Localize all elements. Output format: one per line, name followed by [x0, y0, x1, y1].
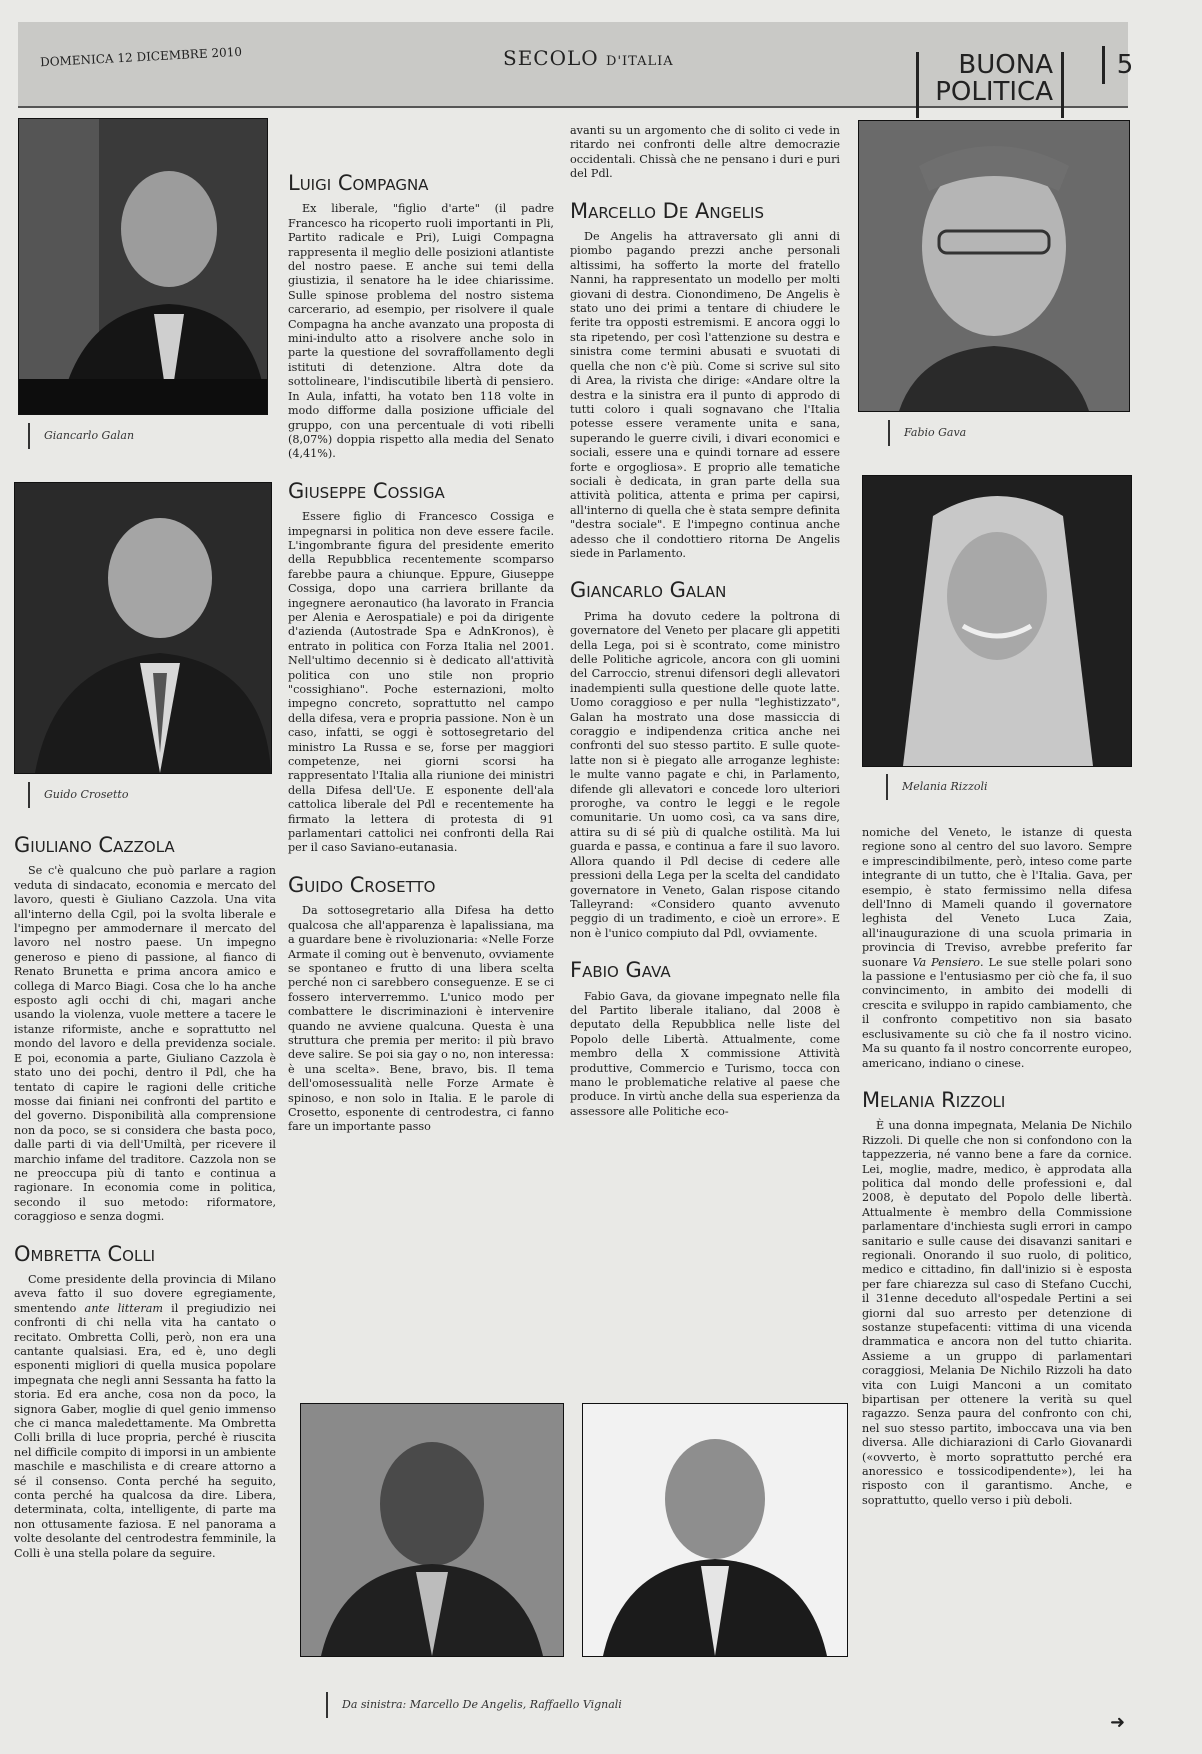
masthead [18, 22, 1134, 108]
article-compagna-body: Ex liberale, "figlio d'arte" (il padre Francesco ha ricoperto ruoli importanti in Pli, Partito radicale e Pri), Luigi Compagna rappresenta il meglio delle posizioni atlantiste del nostro paese. E anche sui temi della giustizia, il senatore ha le idee chiarissime. Sulle spinose problema del nostro sistema carcerario, ad esempio, per risolvere il quale Compagna ha anche avanzato una proposta di mini-indulto atto a risolvere anche solo in parte la questione del sovraffollamento degli istituti di detenzione. Altra dote da sottolineare, l'indiscutibile libertà di pensiero. In Aula, infatti, ha votato ben 118 volte in modo difforme dalla posizione ufficiale del gruppo, con una percentuale di voti ribelli (8,07%) doppia rispetto alla media del Senato (4,41%). [288, 202, 554, 461]
headline-cossiga: Giuseppe Cossiga [288, 478, 445, 503]
headline-rizzoli: Melania Rizzoli [862, 1087, 1006, 1112]
caption-gava: Fabio Gava [888, 420, 1124, 446]
article-crosetto-continued: avanti su un argomento che di solito ci vede in ritardo nei confronti delle altre democrazie occidentali. Chissà che ne pensano i duri e puri del Pdl. [570, 124, 840, 181]
headline-gava: Fabio Gava [570, 958, 671, 983]
headline-compagna: Luigi Compagna [288, 171, 429, 195]
column-3 [570, 124, 840, 1119]
article-rizzoli-body: È una donna impegnata, Melania De Nichilo Rizzoli. Di quelle che non si confondono con la tappezzeria, né vanno bene a fare da cornice. Lei, moglie, madre, medico, è approdata alla politica dal mondo delle professioni e, dal 2008, è deputato del Popolo delle libertà. Attualmente è membro della Commissione parlamentare d'inchiesta sugli errori in campo sanitario e sulle cause dei disavanzi sanitari e regionali. Onorando il suo ruolo, di politico, medico e cittadino, fin dall'inizio si è esposta per fare chiarezza sul caso di Stefano Cucchi, il 31enne deceduto all'ospedale Pertini a sei giorni dal suo arresto per detenzione di sostanze stupefacenti: vittima di una vicenda drammatica e ancora non del tutto chiarita. Assieme a un gruppo di parlamentari coraggiosi, Melania De Nichilo Rizzoli ha dato vita con Luigi Manconi a un comitato bipartisan per ottenere la verità su quel ragazzo. Senza paura del confronto con chi, nel suo stesso partito, imboccava una via ben diversa. Alle dichiarazioni di Carlo Giovanardi («ovverto, è morto soprattutto perché era anoressico e tossicodipendente»), lei ha risposto con il garantismo. Anche, e soprattutto, quello verso i più deboli. [862, 1119, 1132, 1507]
article-de-angelis-body: De Angelis ha attraversato gli anni di piombo pagando prezzi anche personali altissimi, ha sofferto la morte del fratello Nanni, ha rappresentato un modello per molti giovani di destra. Cionondimeno, De Angelis è stato uno dei primi a tentare di chiudere le ferite tra opposti estremismi. E ancora oggi lo sta ripetendo, per così l'attenzione su destra e sinistra come termini abusati e svuotati di quella che non c'è più. Come si scrive sul sito di Area, la rivista che dirige: «Andare oltre la destra e la sinistra era il punto di approdo di tutti coloro i quali sognavano che l'Italia potesse essere veramente unita e sana, superando le guerre civili, i divari economici e sociali, essere una e quindi tornare ad essere forte e orgogliosa». E proprio alle tematiche sociali è dedicata, in gran parte della sua attività politica, attenta e prima per capirsi, all'interno di quella che è stata sempre definita "destra sociale". E l'impegno continua anche adesso che il condottiero ritorna De Angelis siede in Parlamento. [570, 230, 840, 560]
portrait-rizzoli-image [863, 476, 1131, 766]
photo-rizzoli [862, 475, 1132, 767]
article-gava-cont-b: . Le sue stelle polari sono la passione e l'entusiasmo per ciò che fa, il suo convincimento, in ambito dei modelli di crescita e sviluppo in rapido cambiamento, che il confronto competitivo non sia basato esclusivamente su ciò che fa il nostro vicino. Ma su quanto fa il nostro concorrente europeo, americano, indiano o cinese. [862, 955, 1133, 1070]
headline-colli: Ombretta Colli [14, 1241, 156, 1266]
headline-de-angelis: Marcello De Angelis [570, 198, 764, 223]
caption-galan: Giancarlo Galan [28, 423, 264, 449]
portrait-vignali-image [583, 1404, 847, 1656]
caption-crosetto: Guido Crosetto [28, 782, 264, 808]
paper-name-main: SECOLO [503, 46, 599, 70]
photo-vignali [582, 1403, 848, 1657]
article-galan-body: Prima ha dovuto cedere la poltrona di governatore del Veneto per placare gli appetiti della Lega, poi si è scontrato, come ministro delle Politiche agricole, ancora con gli uomini del Carroccio, strenui difensori degli allevatori inadempienti sulla questione delle quote latte. Uomo coraggioso e per nulla "leghistizzato", Galan ha mostrato una dose massiccia di coraggio e indipendenza critica anche nei confronti del suo stesso partito. E sulle quote-latte non si è piegato alle arroganze leghiste: le multe vanno pagate e chi, in Parlamento, difende gli allevatori e concede loro ulteriori proroghe, va contro le leggi e le regole comunitarie. Un uomo così, ca va sans dire, attira su di sé più di qualche ostilità. Ma lui guarda e passa, e continua a fare il suo lavoro. Allora quando il Pdl decise di cedere alle pressioni della Lega per la scelta del candidato governatore in Veneto, Galan rispose citando Talleyrand: «Considero quanto avvenuto peggio di un tradimento, e cioè un errore». E non è l'unico compiuto dal Pdl, ovviamente. [570, 609, 840, 940]
article-cossiga-body: Essere figlio di Francesco Cossiga e impegnarsi in politica non deve essere facile. L'ingombrante figura del presidente emerito della Repubblica recentemente scomparso farebbe paura a chiunque. Eppure, Giuseppe Cossiga, dopo una carriera brillante da ingegnere aeronautico (ha lavorato in Francia per Alenia e Aerospatiale) e poi da dirigente d'azienda (Autostrade Spa e AdnKronos), è entrato in politica con Forza Italia nel 2001. Nell'ultimo decennio si è dedicato all'attività politica con uno stile non proprio "cossighiano". Poche esternazioni, molto impegno concreto, soprattutto nel campo della difesa, vera e propria passione. Non è un caso, infatti, se oggi è sottosegretario del ministro La Russa e se, forse per maggiori competenze, nei giorni scorsi ha rappresentato l'Italia alla riunione dei ministri della Difesa dell'Ue. E esponente dell'ala cattolica liberale del Pdl e recentemente ha firmato la lettera di protesta di 91 parlamentari cattolici nei confronti della Rai per il caso Saviano-eutanasia. [288, 510, 554, 855]
caption-bottom-photos: Da sinistra: Marcello De Angelis, Raffaello Vignali [326, 1692, 802, 1718]
article-colli-italic: ante litteram [84, 1301, 164, 1315]
page-number: 5 [1102, 46, 1145, 84]
article-colli-body-b: il pregiudizio nei confronti di chi nella vita ha cantato o recitato. Ombretta Colli, però, non era una cantante qualsiasi. Era, ed è, uno degli esponenti migliori di quella musica popolare impegnata che negli anni Sessanta ha fatto la storia. Ed era anche, cosa non da poco, la signora Gaber, moglie di quel genio immenso che ci manca maledettamente. Ma Ombretta Colli brilla di luce propria, perché è riuscita nel difficile compito di imporsi in un ambiente maschile e maschilista e di creare attorno a sé il consenso. Conta perché ha seguito, conta perché ha qualcosa da dire. Libera, determinata, colta, intelligente, di parte ma non ottusamente faziosa. E nel panorama a volte desolante del centrodestra femminile, la Colli è una stella polare da seguire. [14, 1301, 276, 1560]
column-1 [14, 833, 276, 1561]
paper-name-suffix: D'ITALIA [606, 54, 674, 69]
article-colli-body [14, 1273, 276, 1561]
article-gava-continued [862, 826, 1132, 1071]
article-crosetto-body: Da sottosegretario alla Difesa ha detto qualcosa che all'apparenza è lapalissiana, ma a guardare bene è rivoluzionaria: «Nelle Forze Armate il coming out è benvenuto, ovviamente se spontaneo e frutto di una libera scelta perché non ci sarebbero conseguenze. E se ci fossero interverremmo. L'unico modo per combattere le discriminazioni è intervenire quando ne avviene qualcuna. Questa è una struttura che premia per merito: il più bravo deve salire. Se poi sia gay o no, non interessa: è una scelta». Bene, bravo, bis. Il tema dell'omosessualità nelle Forze Armate è spinoso, e non solo in Italia. E le parole di Crosetto, esponente di centrodestra, ci fanno fare un importante passo [288, 904, 554, 1134]
portrait-crosetto-image [15, 483, 271, 773]
section-label-line1: BUONA [958, 50, 1053, 80]
column-2 [288, 171, 554, 1135]
article-gava-body: Fabio Gava, da giovane impegnato nelle fila del Partito liberale italiano, dal 2008 è deputato della Repubblica nelle liste del Popolo delle Libertà. Attualmente, come membro della X commissione Attività produttive, Commercio e Turismo, tocca con mano le problematiche relative al paese che produce. In virtù anche della sua esperienza da assessore alle Politiche eco- [570, 989, 841, 1118]
portrait-gava-image [859, 121, 1129, 411]
headline-galan: Giancarlo Galan [570, 578, 727, 603]
continue-arrow-icon: ➜ [1110, 1712, 1126, 1733]
photo-gava [858, 120, 1130, 412]
column-4 [862, 826, 1132, 1508]
photo-galan [18, 118, 268, 415]
section-label-line2: POLITICA [935, 77, 1053, 108]
photo-crosetto [14, 482, 272, 774]
article-gava-italic: Va Pensiero [912, 955, 981, 969]
article-gava-cont-a: nomiche del Veneto, le istanze di questa regione sono al centro del suo lavoro. Sempre e imprescindibilmente, però, inteso come parte integrante di un tutto, che è l'Italia. Gava, per esempio, è stato fermissimo nella difesa dell'Inno di Mameli quando il governatore leghista del Veneto Luca Zaia, all'inaugurazione di una scuola primaria in provincia di Treviso, avrebbe preferito far suonare [862, 826, 1132, 969]
paper-name [503, 46, 674, 70]
section-label [916, 52, 1064, 118]
portrait-galan-image [19, 119, 267, 414]
headline-cazzola: Giuliano Cazzola [14, 833, 175, 857]
issue-date: DOMENICA 12 DICEMBRE 2010 [39, 44, 243, 70]
headline-crosetto: Guido Crosetto [288, 872, 436, 897]
article-cazzola-body: Se c'è qualcuno che può parlare a ragion veduta di sindacato, economia e mercato del lavoro, questi è Giuliano Cazzola. Una vita all'interno della Cgil, poi la svolta liberale e l'impegno per ammodernare il mercato del lavoro nel nostro paese. Un impegno generoso e pieno di passione, al fianco di Renato Brunetta e prima ancora amico e collega di Marco Biagi. Cosa che lo ha anche esposto agli occhi di chi, magari anche usando la violenza, vuole mettere a tacere le istanze riformiste, anche e soprattutto nel mondo del lavoro e della previdenza sociale. E poi, economia a parte, Giuliano Cazzola è stato uno dei pochi, dentro il Pdl, che ha tentato di capire le ragioni delle critiche mosse dai finiani nei confronti del partito e del governo. Disponibilità alla comprensione non da poco, se si considera che basta poco, dalle parti di via dell'Umiltà, per ricevere il marchio infame del traditore. Cazzola non se ne preoccupa più di tanto e continua a ragionare. In economia come in politica, secondo il suo metodo: riformatore, coraggioso e senza dogmi. [14, 864, 276, 1224]
photo-de-angelis [300, 1403, 564, 1657]
caption-rizzoli: Melania Rizzoli [886, 774, 1122, 800]
article-colli-body-a: Come presidente della provincia di Milano aveva fatto il suo dovere egregiamente, smentendo [14, 1272, 276, 1315]
portrait-de-angelis-image [301, 1404, 563, 1656]
